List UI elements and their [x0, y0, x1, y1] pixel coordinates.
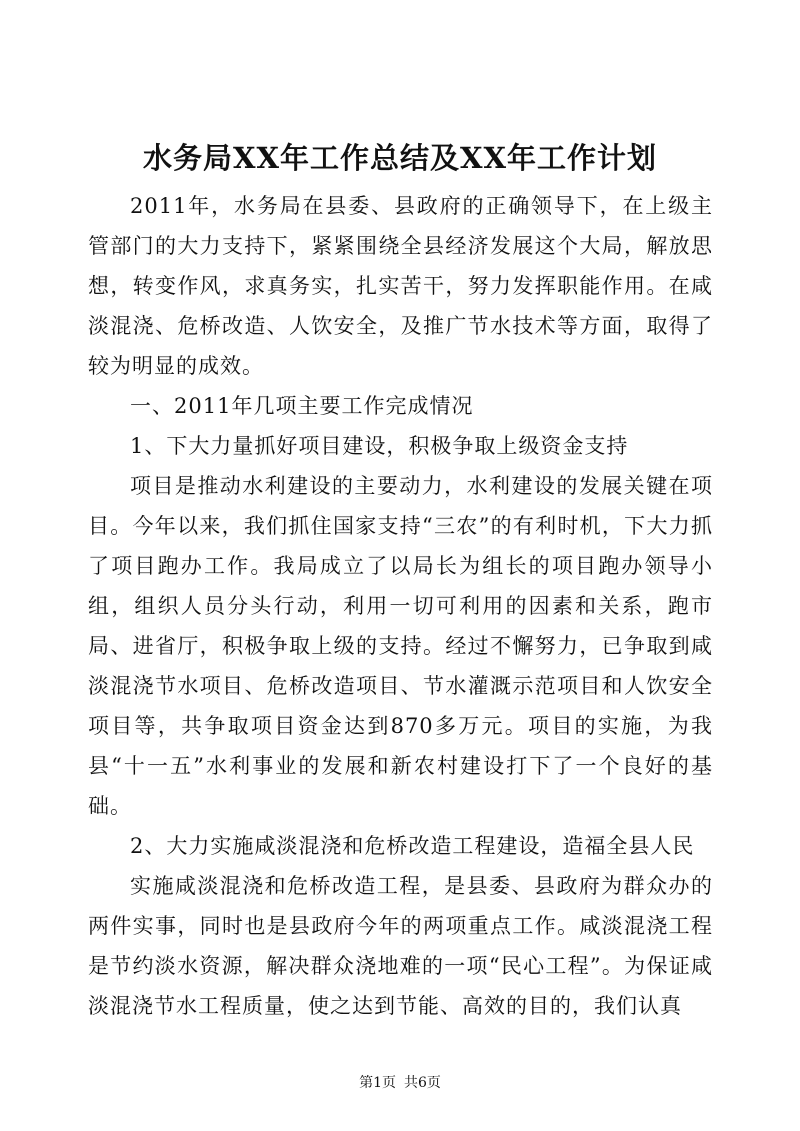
paragraph-irrigation-bridge: 实施咸淡混浇和危桥改造工程，是县委、县政府为群众办的两件实事，同时也是县政府今年的两项重点工作。咸淡混浇工程是节约淡水资源，解决群众浇地难的一项“民心工程”。为保证咸淡混浇节水工程质量，使之达到节能、高效的目的，我们认真	[88, 874, 713, 1018]
page-number: 第1页	[359, 1075, 396, 1091]
page-total: 共6页	[404, 1075, 441, 1091]
page-footer	[0, 1073, 800, 1093]
section-heading-1: 一、2011年几项主要工作完成情况	[130, 394, 474, 418]
paragraph-project-construction: 项目是推动水利建设的主要动力，水利建设的发展关键在项目。今年以来，我们抓住国家支持“三农”的有利时机，下大力抓了项目跑办工作。我局成立了以局长为组长的项目跑办领导小组，组织人员分头行动，利用一切可利用的因素和关系，跑市局、进省厅，积极争取上级的支持。经过不懈努力，已争取到咸淡混浇节水项目、危桥改造项目、节水灌溉示范项目和人饮安全项目等，共争取项目资金达到870多万元。项目的实施，为我县“十一五”水利事业的发展和新农村建设打下了一个良好的基础。	[88, 474, 713, 818]
document-body	[88, 186, 713, 1026]
subsection-heading-1: 1、下大力量抓好项目建设，积极争取上级资金支持	[130, 434, 629, 458]
document-title: 水务局XX年工作总结及XX年工作计划	[142, 141, 657, 175]
subsection-heading-2: 2、大力实施咸淡混浇和危桥改造工程建设，造福全县人民	[130, 834, 695, 858]
paragraph-intro: 2011年，水务局在县委、县政府的正确领导下，在上级主管部门的大力支持下，紧紧围绕全县经济发展这个大局，解放思想，转变作风，求真务实，扎实苦干，努力发挥职能作用。在咸淡混浇、危桥改造、人饮安全，及推广节水技术等方面，取得了较为明显的成效。	[88, 194, 713, 378]
